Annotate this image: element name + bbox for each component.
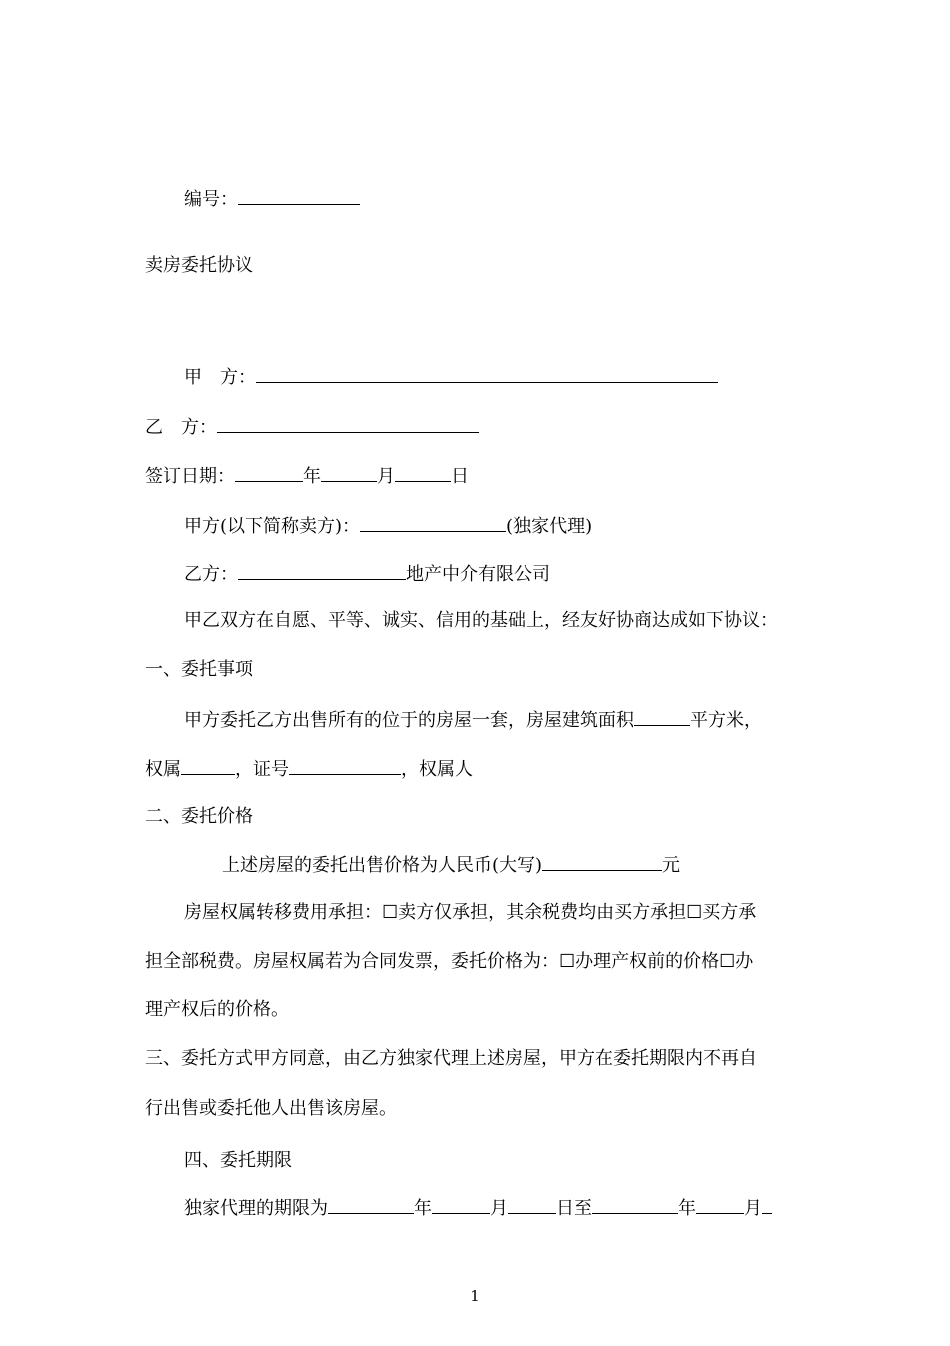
ownership-label: 权属 xyxy=(145,759,181,780)
party-b-line xyxy=(145,414,479,438)
agent-company-suffix: 地产中介有限公司 xyxy=(406,564,550,585)
certificate-label: ，证号 xyxy=(235,759,289,780)
agent-blank[interactable] xyxy=(238,561,406,580)
party-a-blank[interactable] xyxy=(256,364,718,383)
section-1-line-2 xyxy=(145,756,473,780)
term-end-trailing-blank[interactable] xyxy=(762,1195,772,1214)
sign-day-blank[interactable] xyxy=(395,463,451,482)
section-1-heading: 一、委托事项 xyxy=(145,659,253,680)
section-1-text-b: 平方米， xyxy=(690,710,762,731)
agent-line xyxy=(184,561,550,585)
page-number: 1 xyxy=(470,1287,480,1305)
fee-line-1: 房屋权属转移费用承担：☐卖方仅承担，其余税费均由买方承担☐买方承 xyxy=(184,902,757,923)
intro-paragraph: 甲乙双方在自愿、平等、诚实、信用的基础上，经友好协商达成如下协议： xyxy=(184,610,778,631)
term-to-label: 日至 xyxy=(556,1198,592,1219)
term-line xyxy=(184,1195,772,1219)
document-title: 卖房委托协议 xyxy=(145,255,253,276)
contract-number-blank[interactable] xyxy=(238,186,360,205)
certificate-blank[interactable] xyxy=(289,756,401,775)
sign-date-line xyxy=(145,463,469,487)
term-label: 独家代理的期限为 xyxy=(184,1198,328,1219)
party-a-label: 甲 方： xyxy=(184,367,256,388)
term-start-day-blank[interactable] xyxy=(508,1195,556,1214)
area-blank[interactable] xyxy=(634,707,690,726)
term-end-month-blank[interactable] xyxy=(696,1195,744,1214)
price-blank[interactable] xyxy=(542,852,662,871)
sign-date-label: 签订日期： xyxy=(145,466,235,487)
section-2-heading: 二、委托价格 xyxy=(145,806,253,827)
price-label: 上述房屋的委托出售价格为人民币(大写) xyxy=(222,855,543,876)
party-b-label: 乙 方： xyxy=(145,417,217,438)
price-unit: 元 xyxy=(662,855,681,876)
fee-line-3: 理产权后的价格。 xyxy=(145,999,289,1020)
agent-label: 乙方： xyxy=(184,564,238,585)
sign-year-unit: 年 xyxy=(303,466,321,487)
sign-month-blank[interactable] xyxy=(321,463,377,482)
exclusive-agent-note: (独家代理) xyxy=(506,516,593,537)
section-1-line-1 xyxy=(184,707,762,731)
party-a-line xyxy=(184,364,718,388)
section-4-heading: 四、委托期限 xyxy=(184,1150,292,1171)
fee-line-2: 担全部税费。房屋权属若为合同发票，委托价格为：☐办理产权前的价格☐办 xyxy=(145,951,754,972)
party-b-blank[interactable] xyxy=(217,414,479,433)
contract-number-line xyxy=(184,186,360,210)
seller-line xyxy=(184,513,592,537)
seller-blank[interactable] xyxy=(360,513,506,532)
term-end-year-unit: 年 xyxy=(678,1198,696,1219)
section-1-text-a: 甲方委托乙方出售所有的位于的房屋一套，房屋建筑面积 xyxy=(184,710,634,731)
sign-day-unit: 日 xyxy=(451,466,469,487)
term-end-year-blank[interactable] xyxy=(592,1195,678,1214)
ownership-blank[interactable] xyxy=(181,756,235,775)
contract-number-label: 编号： xyxy=(184,189,238,210)
term-start-month-blank[interactable] xyxy=(432,1195,490,1214)
term-start-month-unit: 月 xyxy=(490,1198,508,1219)
sign-year-blank[interactable] xyxy=(235,463,303,482)
term-start-year-blank[interactable] xyxy=(328,1195,414,1214)
term-end-month-unit: 月 xyxy=(744,1198,762,1219)
section-3-line-1: 三、委托方式甲方同意，由乙方独家代理上述房屋，甲方在委托期限内不再自 xyxy=(145,1048,757,1069)
sign-month-unit: 月 xyxy=(377,466,395,487)
owner-label: ，权属人 xyxy=(401,759,473,780)
term-start-year-unit: 年 xyxy=(414,1198,432,1219)
price-line xyxy=(222,852,680,876)
seller-label: 甲方(以下简称卖方)： xyxy=(184,516,361,537)
section-3-line-2: 行出售或委托他人出售该房屋。 xyxy=(145,1098,397,1119)
